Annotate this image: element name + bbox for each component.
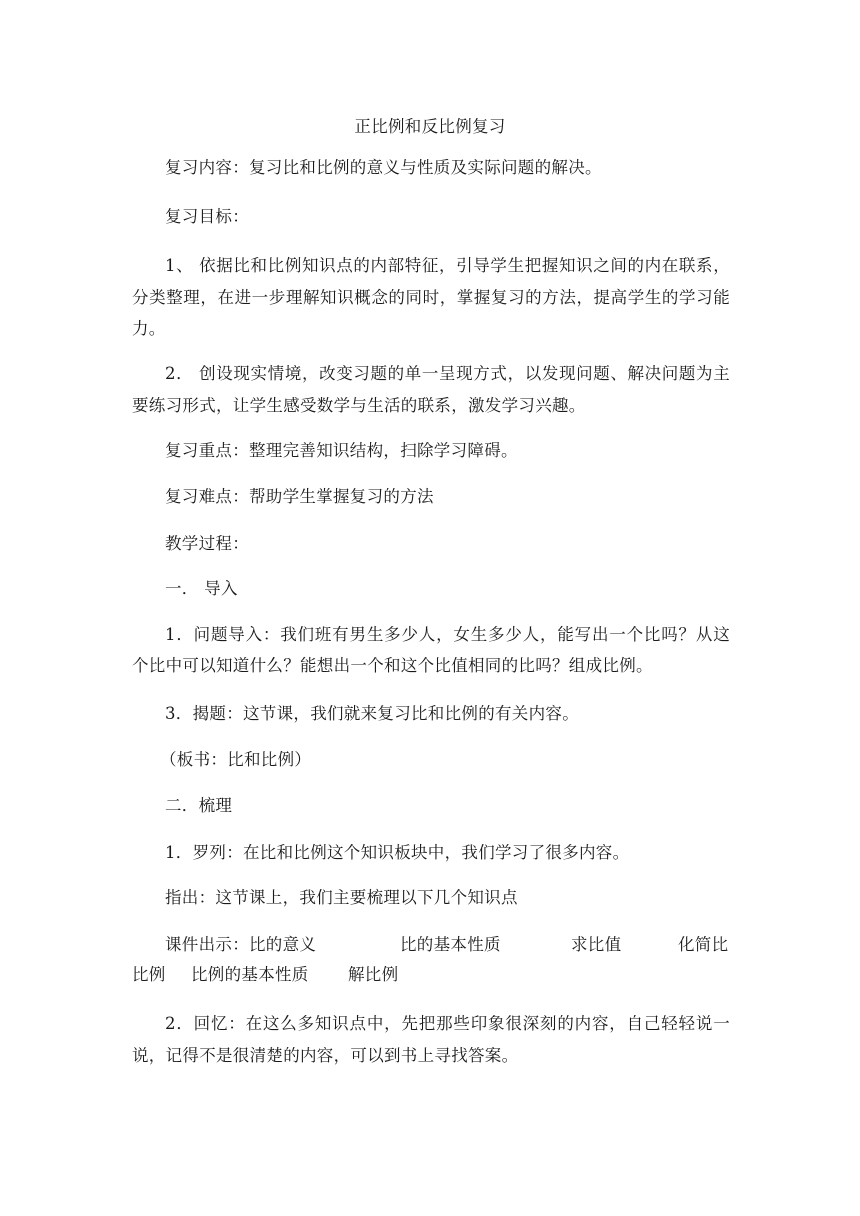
review-content: 复习内容：复习比和比例的意义与性质及实际问题的解决。 [165,158,602,177]
courseware-item: 求比值 [571,935,622,954]
recall-line-2: 说，记得不是很清楚的内容，可以到书上寻找答案。 [132,1046,519,1065]
list-out: 1．罗列：在比和比例这个知识板块中，我们学习了很多内容。 [165,843,630,862]
document-title: 正比例和反比例复习 [354,117,506,136]
review-focus: 复习重点：整理完善知识结构，扫除学习障碍。 [165,441,518,460]
review-goals-heading: 复习目标： [165,207,249,226]
goal-2-line-2: 要练习形式，让学生感受数学与生活的联系，激发学习兴趣。 [132,396,586,415]
courseware-item: 比例 [132,965,166,984]
recall-line-1: 2．回忆：在这么多知识点中，先把那些印象很深刻的内容，自己轻轻说一 [165,1014,730,1033]
goal-1-line-2: 分类整理，在进一步理解知识概念的同时，掌握复习的方法，提高学生的学习能 [132,288,730,307]
section-intro-heading: 一． 导入 [165,579,238,598]
courseware-item: 比的基本性质 [400,935,501,954]
courseware-item: 化简比 [678,935,729,954]
intro-question-line-2: 个比中可以知道什么？能想出一个和这个比值相同的比吗？组成比例。 [132,656,653,675]
courseware-item: 比例的基本性质 [191,965,309,984]
blackboard-note: （板书：比和比例） [160,750,312,769]
section-sort-heading: 二．梳理 [165,796,233,815]
goal-2-line-1: 2． 创设现实情境，改变习题的单一呈现方式，以发现问题、解决问题为主 [165,364,730,383]
goal-1-line-1: 1、 依据比和比例知识点的内部特征，引导学生把握知识之间的内在联系， [165,256,730,275]
courseware-label: 课件出示：比的意义 [165,935,317,954]
goal-1-line-3: 力。 [132,319,166,338]
point-out: 指出：这节课上，我们主要梳理以下几个知识点 [165,888,518,907]
intro-question-line-1: 1．问题导入：我们班有男生多少人，女生多少人，能写出一个比吗？从这 [165,625,730,644]
teaching-process-heading: 教学过程： [165,534,249,553]
courseware-item: 解比例 [348,965,399,984]
review-difficulty: 复习难点：帮助学生掌握复习的方法 [165,487,434,506]
reveal-topic: 3．揭题：这节课，我们就来复习比和比例的有关内容。 [165,704,579,723]
